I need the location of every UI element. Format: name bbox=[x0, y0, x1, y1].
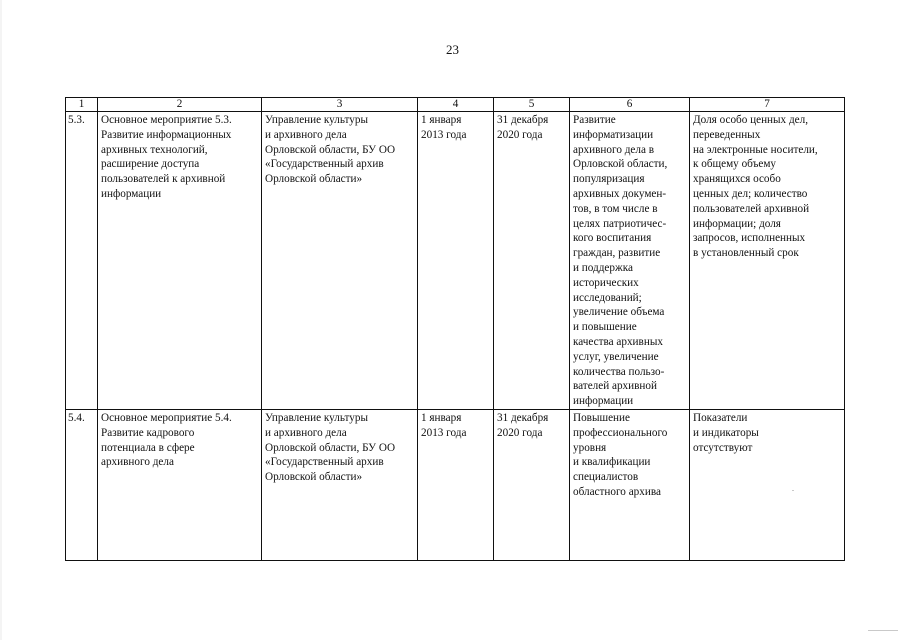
expected-result-line: целях патриотичес- bbox=[573, 217, 667, 230]
event-name-cell bbox=[98, 409, 262, 560]
expected-result-line: количества пользо- bbox=[573, 365, 665, 378]
indicator-line: переведенных bbox=[693, 128, 761, 141]
page-number: 23 bbox=[446, 42, 459, 57]
event-name-line: пользователей к архивной bbox=[101, 173, 226, 186]
column-number-3: 3 bbox=[262, 98, 418, 112]
expected-result-line: Развитие bbox=[573, 114, 616, 126]
indicator-line: хранящихся особо bbox=[693, 173, 781, 186]
expected-result-line: информатизации bbox=[573, 128, 654, 141]
indicator-line: и индикаторы bbox=[693, 426, 759, 439]
executor-line: Управление культуры bbox=[265, 411, 368, 424]
expected-result-line: Орловской области, bbox=[573, 158, 668, 171]
executor-line: Орловской области» bbox=[265, 173, 363, 186]
end-date-cell bbox=[494, 112, 570, 410]
executor-line: и архивного дела bbox=[265, 426, 347, 439]
expected-result-line: и квалификации bbox=[573, 456, 651, 469]
indicator-line: пользователей архивной bbox=[693, 202, 810, 215]
column-number-1: 1 bbox=[66, 98, 98, 112]
expected-result-line: исторических bbox=[573, 276, 639, 289]
executor-line: Управление культуры bbox=[265, 114, 368, 126]
expected-result-line: исследований; bbox=[573, 291, 642, 304]
table-header-row bbox=[66, 98, 845, 112]
event-name-line: потенциала в сфере bbox=[101, 441, 195, 454]
end-date-cell bbox=[494, 409, 570, 560]
row-number: 5.3. bbox=[66, 112, 98, 410]
expected-result-line: вателей архивной bbox=[573, 380, 657, 393]
executor-line: Орловской области, БУ ОО bbox=[265, 143, 396, 156]
expected-result-line: специалистов bbox=[573, 471, 639, 484]
expected-result-line: архивных докумен- bbox=[573, 187, 667, 200]
expected-result-line: качества архивных bbox=[573, 335, 663, 348]
indicator-line: Показатели bbox=[693, 411, 748, 424]
event-name-line: Развитие информационных bbox=[101, 128, 232, 141]
start-date-line: 1 января bbox=[421, 411, 462, 424]
expected-result-line: популяризация bbox=[573, 173, 645, 186]
expected-result-line: тов, в том числе в bbox=[573, 202, 658, 215]
expected-result-line: и поддержка bbox=[573, 261, 633, 274]
indicators-cell bbox=[690, 112, 845, 410]
column-number-7: 7 bbox=[690, 98, 845, 112]
end-date-line: 31 декабря bbox=[497, 114, 549, 126]
start-date-cell bbox=[418, 409, 494, 560]
end-date-line: 2020 года bbox=[497, 128, 543, 141]
expected-result-line: профессионального bbox=[573, 426, 668, 439]
expected-result-line: услуг, увеличение bbox=[573, 350, 659, 363]
event-name-line: Развитие кадрового bbox=[101, 426, 195, 439]
table-row bbox=[66, 409, 845, 560]
indicator-line: на электронные носители, bbox=[693, 143, 818, 156]
row-number: 5.4. bbox=[66, 409, 98, 560]
expected-result-line: уровня bbox=[573, 441, 607, 454]
executor-line: и архивного дела bbox=[265, 128, 347, 141]
indicators-cell bbox=[690, 409, 845, 560]
indicator-line: в установленный срок bbox=[693, 247, 799, 260]
expected-result-line: областного архива bbox=[573, 485, 661, 498]
expected-result-line: кого воспитания bbox=[573, 232, 652, 245]
column-number-4: 4 bbox=[418, 98, 494, 112]
end-date-line: 2020 года bbox=[497, 426, 543, 439]
executor-line: «Государственный архив bbox=[265, 158, 384, 171]
indicator-line: запросов, исполненных bbox=[693, 232, 806, 245]
scan-speck bbox=[868, 630, 898, 631]
expected-result-cell bbox=[570, 409, 690, 560]
column-number-5: 5 bbox=[494, 98, 570, 112]
indicator-line: отсутствуют bbox=[693, 441, 753, 454]
expected-result-line: архивного дела в bbox=[573, 143, 654, 156]
executor-line: Орловской области» bbox=[265, 471, 363, 484]
column-number-6: 6 bbox=[570, 98, 690, 112]
table-row bbox=[66, 112, 845, 410]
end-date-line: 31 декабря bbox=[497, 411, 549, 424]
executor-line: «Государственный архив bbox=[265, 456, 384, 469]
column-number-2: 2 bbox=[98, 98, 262, 112]
event-name-line: информации bbox=[101, 187, 162, 200]
event-name-line: архивных технологий, bbox=[101, 143, 208, 156]
expected-result-line: граждан, развитие bbox=[573, 247, 661, 260]
expected-result-line: и повышение bbox=[573, 321, 637, 334]
event-name-line: расширение доступа bbox=[101, 158, 200, 171]
indicator-line: информации; доля bbox=[693, 217, 781, 230]
expected-result-cell bbox=[570, 112, 690, 410]
event-name-line: архивного дела bbox=[101, 456, 174, 469]
expected-result-line: увеличение объема bbox=[573, 306, 665, 319]
start-date-line: 2013 года bbox=[421, 128, 467, 141]
expected-result-line: информации bbox=[573, 395, 634, 408]
indicator-line: к общему объему bbox=[693, 158, 776, 171]
event-name-line: Основное мероприятие 5.3. bbox=[101, 114, 232, 126]
executor-cell bbox=[262, 409, 418, 560]
executor-line: Орловской области, БУ ОО bbox=[265, 441, 396, 454]
event-name-line: Основное мероприятие 5.4. bbox=[101, 411, 232, 424]
program-events-table bbox=[65, 97, 845, 561]
event-name-cell bbox=[98, 112, 262, 410]
executor-cell bbox=[262, 112, 418, 410]
indicator-line: Доля особо ценных дел, bbox=[693, 114, 808, 126]
expected-result-line: Повышение bbox=[573, 411, 630, 424]
start-date-line: 1 января bbox=[421, 114, 462, 126]
start-date-line: 2013 года bbox=[421, 426, 467, 439]
scan-speck bbox=[792, 490, 794, 491]
indicator-line: ценных дел; количество bbox=[693, 187, 808, 200]
scan-left-edge bbox=[0, 0, 2, 640]
start-date-cell bbox=[418, 112, 494, 410]
